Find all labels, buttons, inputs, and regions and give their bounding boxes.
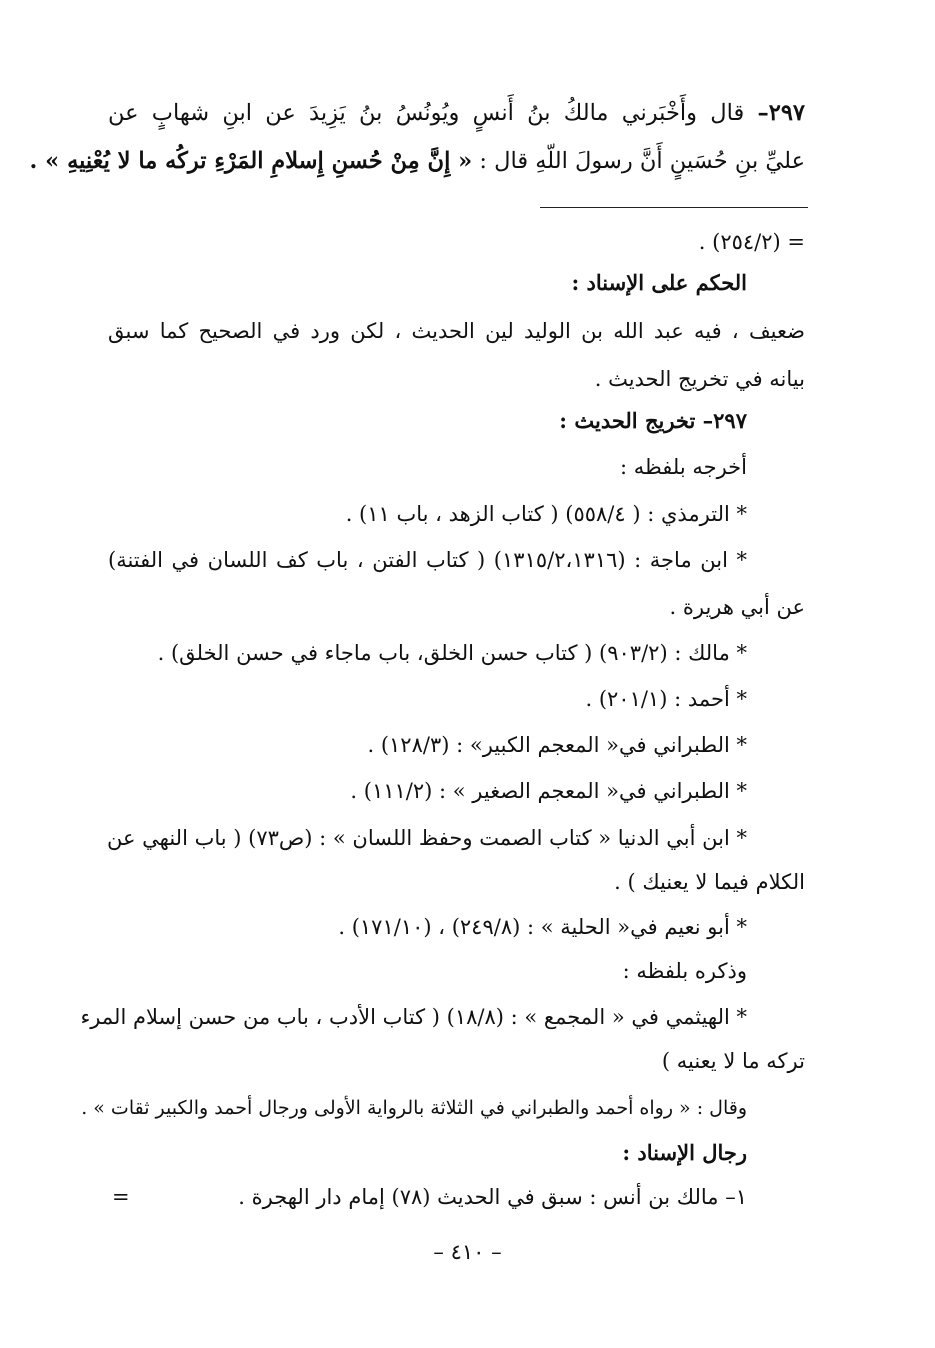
takhrij-intro: أخرجه بلفظه :	[620, 455, 747, 479]
takhrij-item: * ابن أبي الدنيا « كتاب الصمت وحفظ اللسان » : (ص٧٣) ( باب النهي عن	[106, 826, 747, 850]
narrators-heading: رجال الإسناد :	[622, 1140, 747, 1165]
takhrij-item: * الطبراني في« المعجم الصغير » : (١١١/٢) .	[350, 779, 747, 803]
haythami-quote: وقال : « رواه أحمد والطبراني في الثلاثة بالرواية الأولى ورجال أحمد والكبير ثقات » .	[81, 1097, 747, 1119]
footnote-separator	[540, 207, 808, 208]
page-number: – ٤١٠ –	[433, 1240, 502, 1264]
ruling-line-1: ضعيف ، فيه عبد الله بن الوليد لين الحديث ، لكن ورد في الصحيح كما سبق	[108, 319, 805, 343]
takhrij-item: عن أبي هريرة .	[669, 595, 805, 619]
haythami-line-1: * الهيثمي في « المجمع » : (١٨/٨) ( كتاب الأدب ، باب من حسن إسلام المرء	[80, 1005, 747, 1029]
haythami-line-2: تركه ما لا يعنيه )	[661, 1049, 805, 1073]
takhrij-item: * أبو نعيم في« الحلية » : (٢٤٩/٨) ، (١٧١/١٠) .	[338, 915, 747, 939]
hadith-number: ٢٩٧–	[757, 100, 805, 126]
footnote-continuation: = (٢٥٤/٢) .	[698, 230, 805, 254]
takhrij-item: * مالك : (٩٠٣/٢) ( كتاب حسن الخلق، باب ماجاء في حسن الخلق) .	[157, 641, 747, 665]
takhrij-item: * أحمد : (٢٠١/١) .	[585, 687, 747, 711]
narrator-item: ١– مالك بن أنس : سبق في الحديث (٧٨) إمام دار الهجرة .	[238, 1185, 747, 1209]
hadith-line-2	[29, 146, 805, 176]
ruling-heading: الحكم على الإسناد :	[571, 270, 747, 295]
takhrij-item: * ابن ماجة : (١٣١٥/٢،١٣١٦) ( كتاب الفتن ، باب كف اللسان في الفتنة)	[108, 548, 747, 572]
takhrij-item: * الترمذي : ( ٥٥٨/٤) ( كتاب الزهد ، باب ١١) .	[345, 502, 747, 526]
continuation-mark: =	[112, 1185, 130, 1209]
hadith-text-1: قال وأَخْبَرني مالكُ بنُ أَنسٍ ويُونُسُ بنُ يَزِيدَ عن ابنِ شهابٍ عن	[108, 100, 745, 126]
hadith-text-2: عليِّ بنِ حُسَينٍ أَنَّ رسولَ اللّهِ قال :	[472, 148, 805, 174]
takhrij-heading: ٢٩٧– تخريج الحديث :	[559, 408, 747, 433]
hadith-line-1	[108, 98, 805, 128]
ruling-line-2: بيانه في تخريج الحديث .	[594, 367, 805, 391]
mentioned-intro: وذكره بلفظه :	[622, 959, 747, 983]
hadith-matn: « إِنَّ مِنْ حُسنِ إِسلامِ المَرْءِ تركُه ما لا يُعْنِيهِ » .	[29, 148, 473, 174]
takhrij-item: الكلام فيما لا يعنيك ) .	[614, 870, 805, 894]
takhrij-item: * الطبراني في« المعجم الكبير» : (١٢٨/٣) .	[367, 733, 747, 757]
